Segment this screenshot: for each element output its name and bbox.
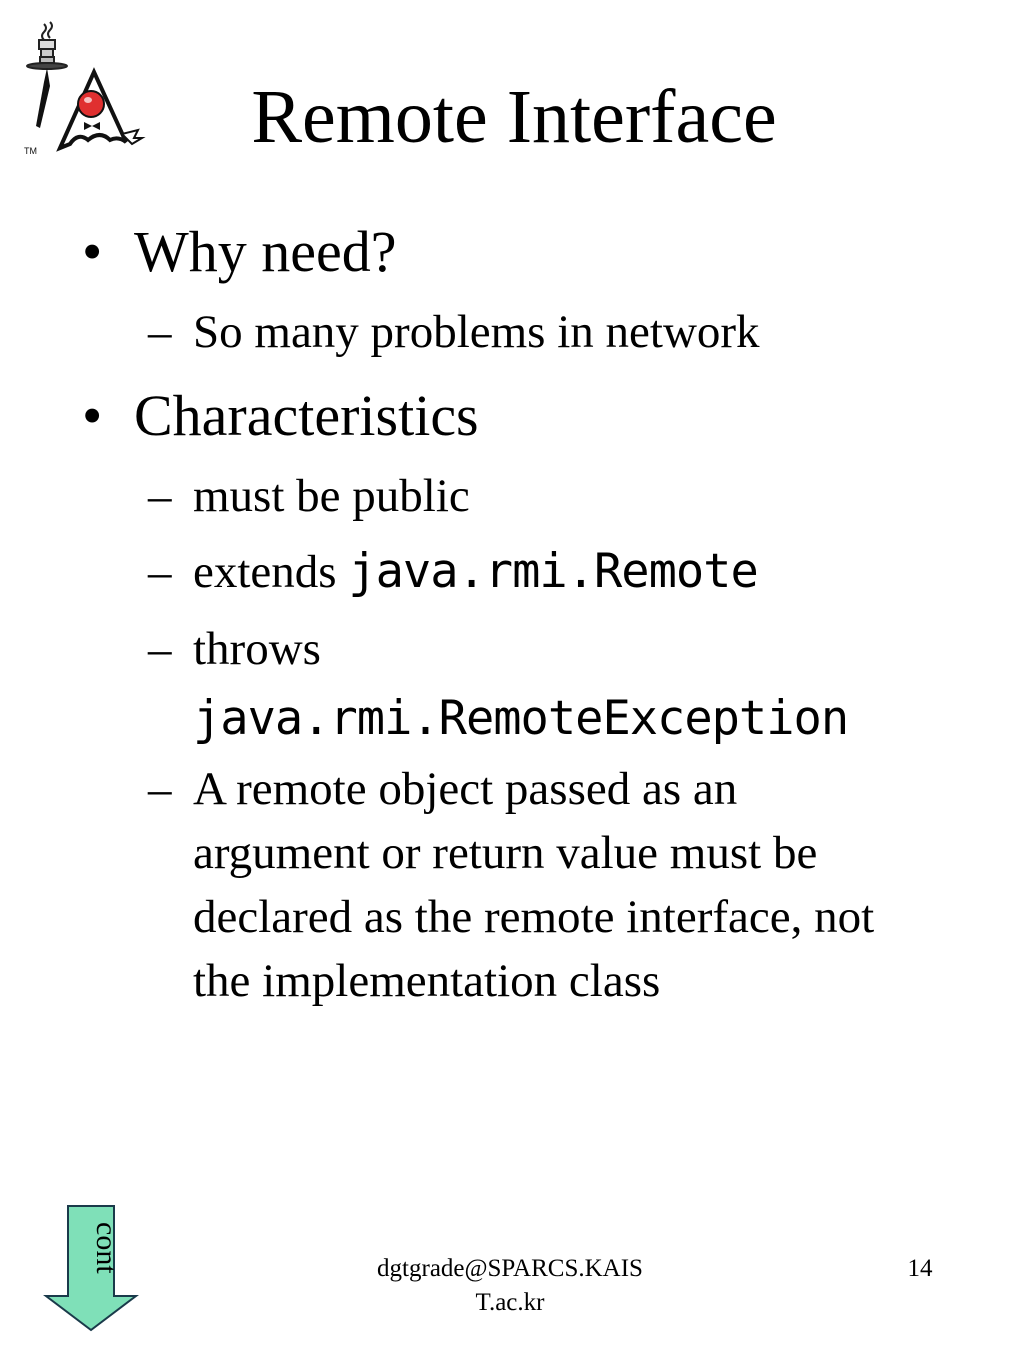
code-java-rmi-remote: java.rmi.Remote	[348, 544, 758, 599]
footer-line2: T.ac.kr	[475, 1289, 545, 1316]
subitem-text	[193, 617, 978, 757]
bullet-text: Characteristics	[134, 383, 479, 448]
footer-line1: dgtgrade@SPARCS.KAIS	[377, 1255, 643, 1282]
subitem-prefix: extends	[193, 546, 337, 598]
bullet-symbol: •	[82, 219, 103, 284]
subitem-line: declared as the remote interface, not	[193, 891, 875, 943]
subitem-extends-remote	[148, 540, 978, 604]
code-java-rmi-remote-exception: java.rmi.RemoteException	[193, 691, 849, 746]
dash-symbol: –	[148, 546, 172, 598]
footer-email	[330, 1252, 690, 1320]
subitem-throws-remote-exception	[148, 617, 978, 757]
subitem-line: the implementation class	[193, 955, 661, 1007]
dash-symbol: –	[148, 763, 172, 815]
subitem-line: A remote object passed as an	[193, 763, 738, 815]
subitem-remote-object-passing	[148, 757, 978, 1013]
subitem-text: must be public	[193, 470, 470, 522]
subitem-text	[193, 540, 978, 604]
trademark-label: TM	[24, 146, 37, 156]
bullet-why-need	[82, 219, 396, 285]
subitem-prefix: throws	[193, 623, 321, 675]
subitem-text	[193, 757, 978, 1013]
cont-nav-label[interactable]: cont	[90, 1222, 123, 1274]
dash-symbol: –	[148, 470, 172, 522]
bullet-text: Why need?	[134, 219, 397, 284]
subitem-text: So many problems in network	[193, 306, 760, 358]
subitem-line: argument or return value must be	[193, 827, 818, 879]
subitem-must-be-public	[148, 464, 978, 528]
subitem-network-problems	[148, 300, 978, 364]
slide-title: Remote Interface	[251, 75, 777, 159]
bullet-characteristics	[82, 383, 479, 449]
page-number: 14	[907, 1255, 933, 1282]
bullet-symbol: •	[82, 383, 103, 448]
dash-symbol: –	[148, 623, 172, 675]
dash-symbol: –	[148, 306, 172, 358]
